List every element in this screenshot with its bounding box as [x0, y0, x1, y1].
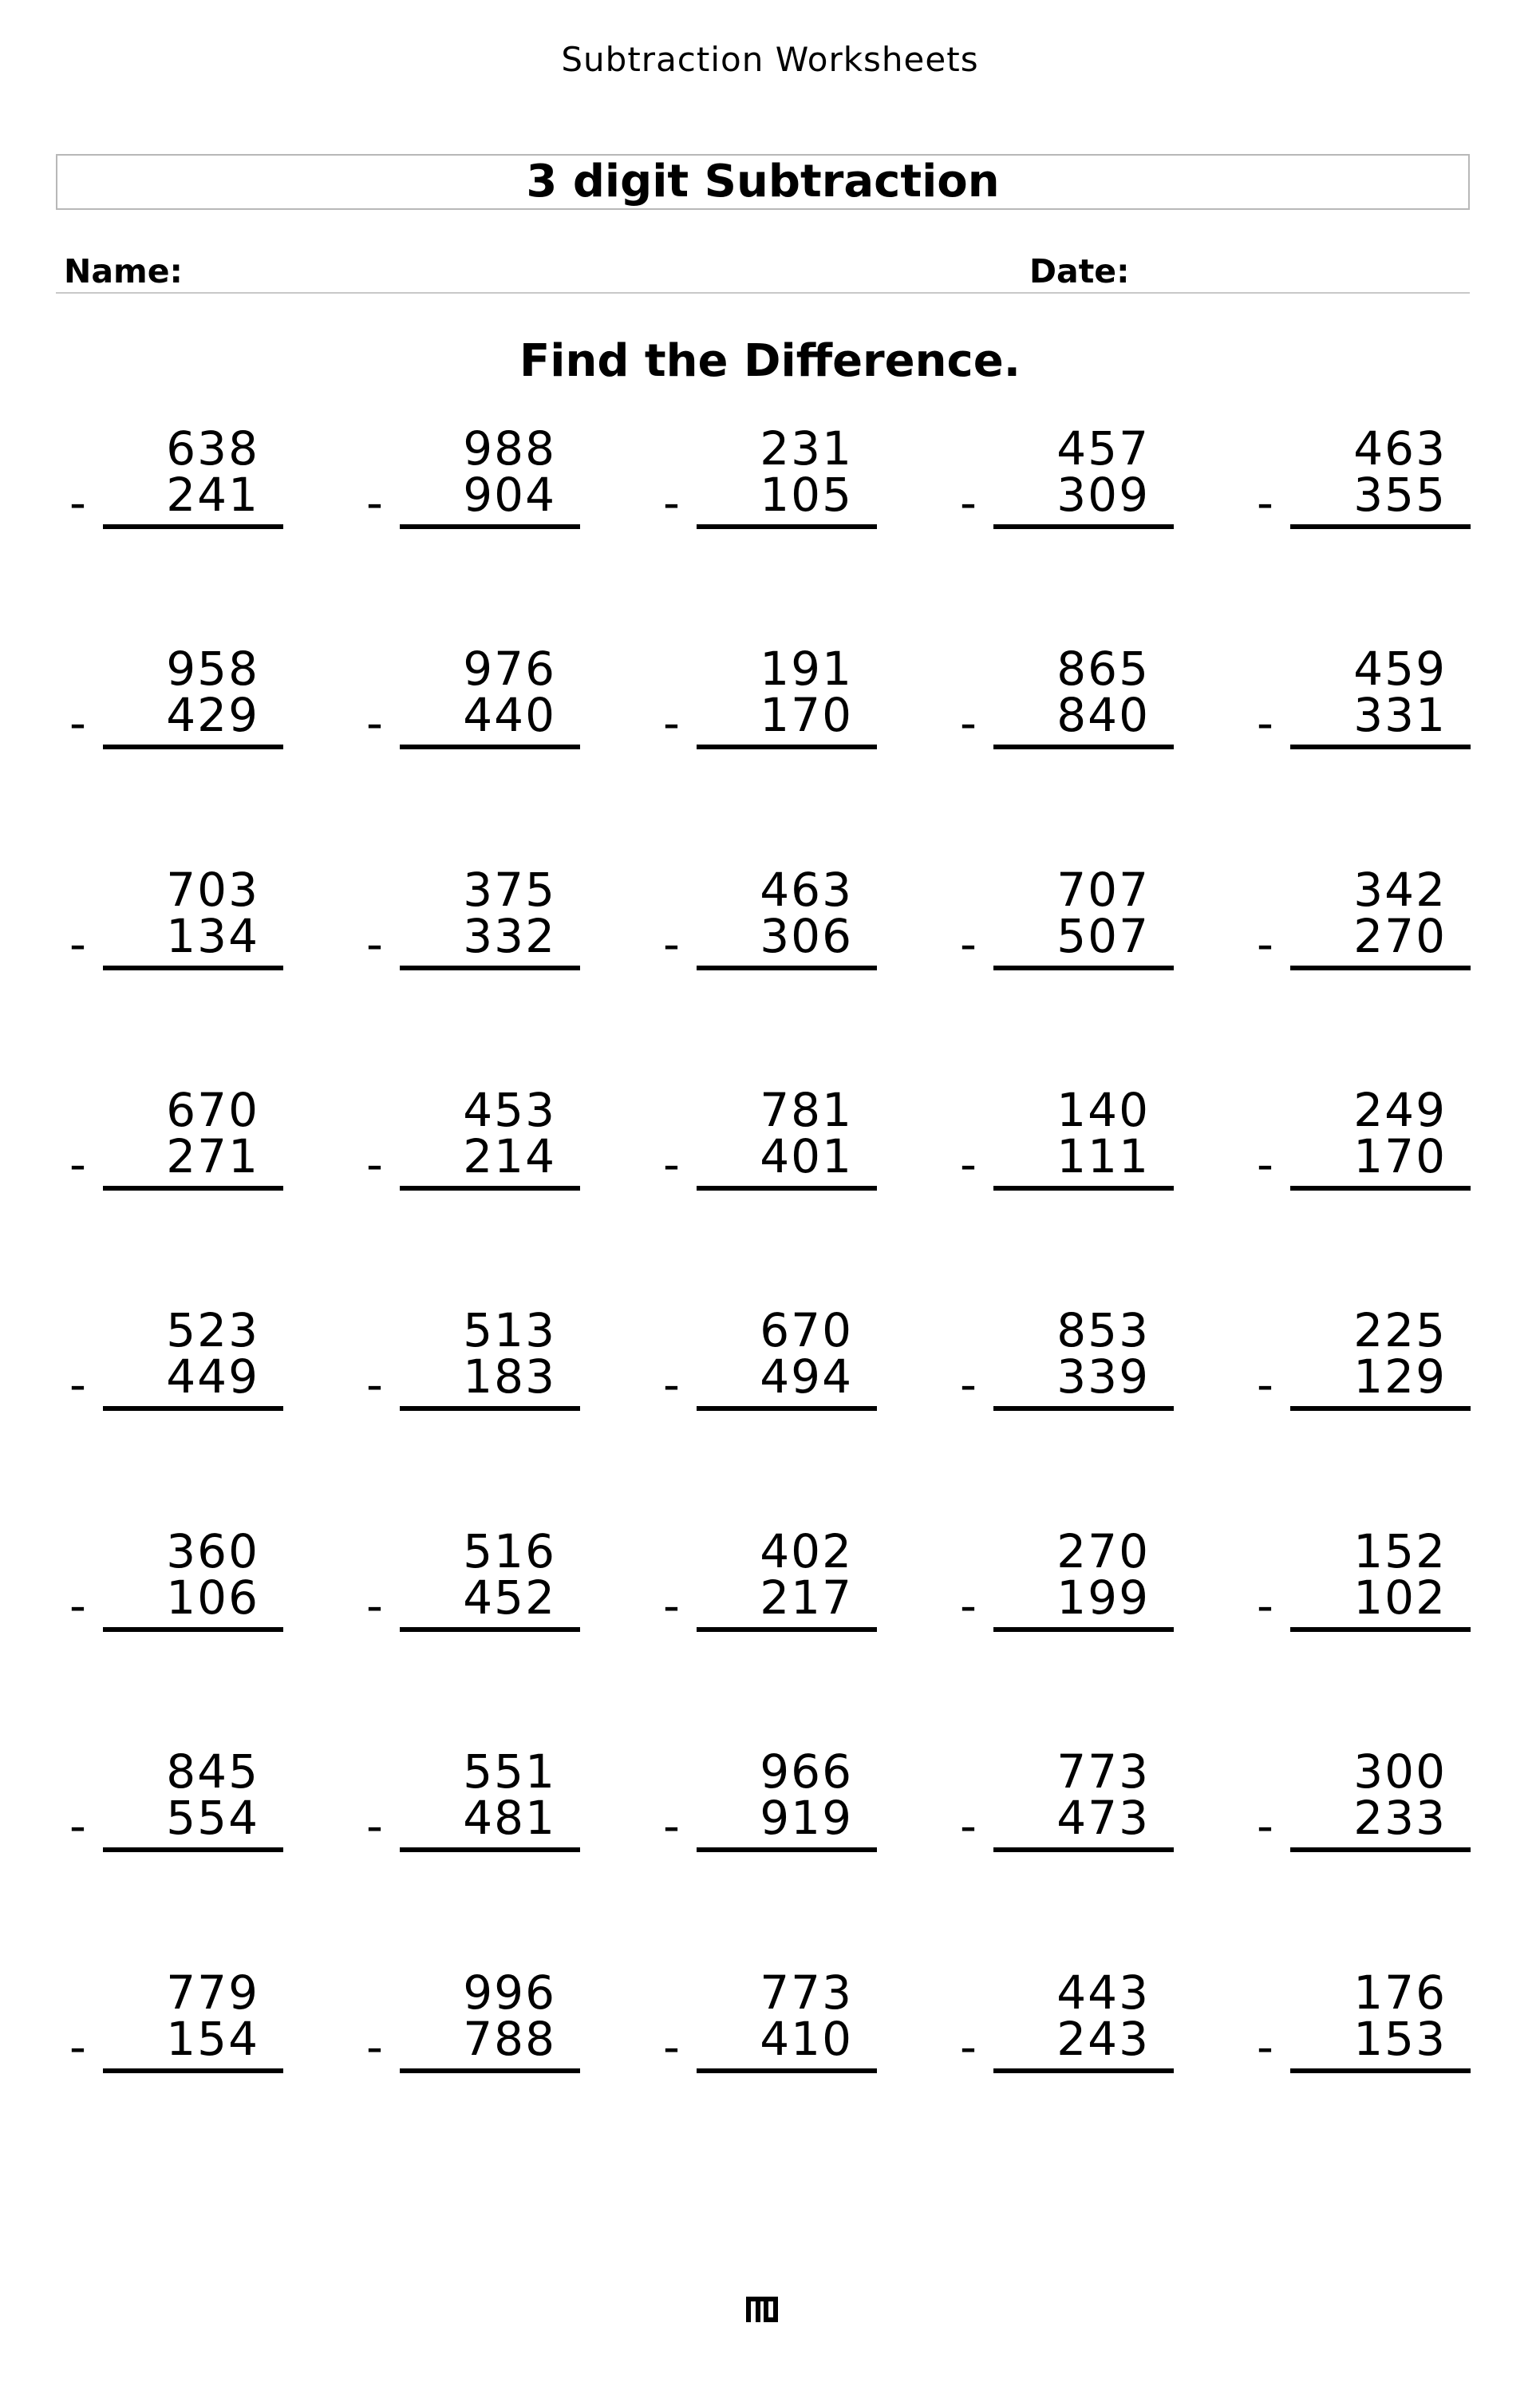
answer-line: [400, 966, 580, 970]
subtraction-problem: [1247, 1524, 1487, 1655]
subtraction-problem: [60, 1965, 299, 2096]
minus-sign: -: [960, 917, 977, 971]
subtrahend: 840: [1056, 688, 1150, 742]
subtrahend: 129: [1353, 1349, 1447, 1404]
subtraction-problem: [357, 642, 596, 772]
minus-sign: -: [663, 1137, 680, 1191]
subtrahend: 243: [1056, 2012, 1150, 2066]
brand-logo-icon: [744, 2292, 780, 2325]
subtrahend: 270: [1353, 909, 1447, 963]
answer-line: [1290, 1186, 1471, 1191]
subtraction-problem: [654, 863, 893, 994]
answer-line: [400, 745, 580, 749]
subtrahend: 410: [760, 2012, 853, 2066]
date-label: Date:: [1029, 252, 1130, 290]
minuend: 853: [1056, 1303, 1150, 1357]
subtraction-problem: [60, 863, 299, 994]
minus-sign: -: [69, 917, 86, 971]
subtrahend: 429: [166, 688, 259, 742]
subtrahend: 214: [463, 1129, 556, 1183]
answer-line: [1290, 966, 1471, 970]
minuend: 375: [463, 863, 556, 917]
subtrahend: 102: [1353, 1570, 1447, 1625]
subtraction-problem: [60, 1303, 299, 1434]
subtrahend: 355: [1353, 468, 1447, 522]
answer-line: [1290, 1847, 1471, 1852]
minuend: 773: [1056, 1744, 1150, 1799]
answer-line: [1290, 1406, 1471, 1411]
answer-line: [1290, 1627, 1471, 1632]
answer-line: [697, 1406, 877, 1411]
subtraction-problem: [357, 1744, 596, 1875]
answer-line: [103, 1186, 283, 1191]
minus-sign: -: [1257, 1137, 1273, 1191]
answer-line: [697, 966, 877, 970]
minus-sign: -: [69, 1357, 86, 1412]
subtrahend: 183: [463, 1349, 556, 1404]
subtraction-problem: [357, 1965, 596, 2096]
minuend: 845: [166, 1744, 259, 1799]
subtraction-problem: [357, 1083, 596, 1214]
minus-sign: -: [69, 2020, 86, 2074]
answer-line: [103, 1847, 283, 1852]
answer-line: [103, 1406, 283, 1411]
answer-line: [103, 1627, 283, 1632]
minus-sign: -: [1257, 1799, 1273, 1853]
minuend: 707: [1056, 863, 1150, 917]
minuend: 988: [463, 421, 556, 476]
subtrahend: 309: [1056, 468, 1150, 522]
subtrahend: 241: [166, 468, 259, 522]
subtrahend: 401: [760, 1129, 853, 1183]
subtraction-problem: [357, 1524, 596, 1655]
subtraction-problem: [950, 1303, 1190, 1434]
answer-line: [993, 2068, 1174, 2073]
subtraction-problem: [60, 1083, 299, 1214]
subtrahend: 154: [166, 2012, 259, 2066]
subtraction-problem: [654, 421, 893, 552]
subtraction-problem: [1247, 863, 1487, 994]
minus-sign: -: [366, 696, 383, 750]
minus-sign: -: [1257, 1357, 1273, 1412]
minus-sign: -: [366, 476, 383, 530]
answer-line: [697, 1186, 877, 1191]
minus-sign: -: [663, 696, 680, 750]
subtrahend: 271: [166, 1129, 259, 1183]
minus-sign: -: [960, 1137, 977, 1191]
minuend: 463: [1353, 421, 1447, 476]
subtrahend: 105: [760, 468, 853, 522]
minuend: 463: [760, 863, 853, 917]
minus-sign: -: [960, 1357, 977, 1412]
subtrahend: 452: [463, 1570, 556, 1625]
subtrahend: 170: [1353, 1129, 1447, 1183]
subtraction-problem: [60, 421, 299, 552]
answer-line: [697, 745, 877, 749]
minuend: 140: [1056, 1083, 1150, 1137]
subtraction-problem: [654, 1524, 893, 1655]
subtrahend: 199: [1056, 1570, 1150, 1625]
minuend: 300: [1353, 1744, 1447, 1799]
minus-sign: -: [1257, 2020, 1273, 2074]
site-header-title: Subtraction Worksheets: [561, 40, 979, 79]
subtrahend: 134: [166, 909, 259, 963]
minus-sign: -: [663, 1357, 680, 1412]
minuend: 443: [1056, 1965, 1150, 2020]
minuend: 457: [1056, 421, 1150, 476]
subtrahend: 473: [1056, 1791, 1150, 1845]
subtraction-problem: [950, 1524, 1190, 1655]
minus-sign: -: [1257, 476, 1273, 530]
minus-sign: -: [663, 1799, 680, 1853]
answer-line: [400, 1406, 580, 1411]
subtraction-problem: [1247, 421, 1487, 552]
answer-line: [993, 1847, 1174, 1852]
minuend: 516: [463, 1524, 556, 1578]
subtraction-problem: [1247, 1303, 1487, 1434]
answer-line: [400, 524, 580, 529]
answer-line: [697, 1627, 877, 1632]
subtrahend: 554: [166, 1791, 259, 1845]
subtraction-problem: [950, 1083, 1190, 1214]
minus-sign: -: [663, 917, 680, 971]
minus-sign: -: [960, 696, 977, 750]
subtraction-problem: [950, 1744, 1190, 1875]
subtrahend: 106: [166, 1570, 259, 1625]
minus-sign: -: [960, 2020, 977, 2074]
subtrahend: 306: [760, 909, 853, 963]
minus-sign: -: [663, 476, 680, 530]
minuend: 152: [1353, 1524, 1447, 1578]
minuend: 996: [463, 1965, 556, 2020]
minus-sign: -: [366, 1799, 383, 1853]
subtraction-problem: [654, 642, 893, 772]
subtrahend: 494: [760, 1349, 853, 1404]
answer-line: [103, 2068, 283, 2073]
subtraction-problem: [654, 1965, 893, 2096]
minuend: 402: [760, 1524, 853, 1578]
minus-sign: -: [366, 1357, 383, 1412]
instruction-text: Find the Difference.: [519, 335, 1021, 387]
name-label: Name:: [64, 252, 183, 290]
subtraction-problem: [1247, 1083, 1487, 1214]
subtrahend: 170: [760, 688, 853, 742]
subtraction-problem: [1247, 1965, 1487, 2096]
answer-line: [400, 1627, 580, 1632]
minus-sign: -: [69, 1799, 86, 1853]
minuend: 670: [166, 1083, 259, 1137]
answer-line: [103, 966, 283, 970]
minus-sign: -: [1257, 917, 1273, 971]
subtrahend: 331: [1353, 688, 1447, 742]
answer-line: [1290, 2068, 1471, 2073]
minus-sign: -: [663, 2020, 680, 2074]
answer-line: [103, 524, 283, 529]
minuend: 176: [1353, 1965, 1447, 2020]
minus-sign: -: [69, 476, 86, 530]
subtraction-problem: [60, 1524, 299, 1655]
subtrahend: 507: [1056, 909, 1150, 963]
minus-sign: -: [366, 2020, 383, 2074]
minuend: 551: [463, 1744, 556, 1799]
minuend: 459: [1353, 642, 1447, 696]
minus-sign: -: [69, 1578, 86, 1633]
minuend: 966: [760, 1744, 853, 1799]
minuend: 976: [463, 642, 556, 696]
subtrahend: 153: [1353, 2012, 1447, 2066]
minuend: 342: [1353, 863, 1447, 917]
worksheet-title: 3 digit Subtraction: [56, 154, 1470, 210]
subtrahend: 481: [463, 1791, 556, 1845]
subtraction-problem: [950, 1965, 1190, 2096]
minuend: 360: [166, 1524, 259, 1578]
subtrahend: 904: [463, 468, 556, 522]
minuend: 270: [1056, 1524, 1150, 1578]
subtraction-problem: [950, 421, 1190, 552]
minuend: 523: [166, 1303, 259, 1357]
answer-line: [697, 2068, 877, 2073]
answer-line: [103, 745, 283, 749]
minus-sign: -: [69, 696, 86, 750]
subtrahend: 111: [1056, 1129, 1150, 1183]
subtraction-problem: [60, 642, 299, 772]
answer-line: [697, 1847, 877, 1852]
minus-sign: -: [366, 917, 383, 971]
minuend: 779: [166, 1965, 259, 2020]
minus-sign: -: [663, 1578, 680, 1633]
subtrahend: 449: [166, 1349, 259, 1404]
subtraction-problem: [950, 642, 1190, 772]
minuend: 781: [760, 1083, 853, 1137]
answer-line: [697, 524, 877, 529]
subtrahend: 332: [463, 909, 556, 963]
answer-line: [400, 2068, 580, 2073]
minuend: 958: [166, 642, 259, 696]
minuend: 865: [1056, 642, 1150, 696]
minus-sign: -: [366, 1137, 383, 1191]
subtrahend: 339: [1056, 1349, 1150, 1404]
minuend: 249: [1353, 1083, 1447, 1137]
minuend: 191: [760, 642, 853, 696]
minuend: 231: [760, 421, 853, 476]
minuend: 773: [760, 1965, 853, 2020]
subtrahend: 788: [463, 2012, 556, 2066]
subtrahend: 233: [1353, 1791, 1447, 1845]
answer-line: [1290, 524, 1471, 529]
answer-line: [400, 1847, 580, 1852]
minus-sign: -: [960, 476, 977, 530]
answer-line: [1290, 745, 1471, 749]
minuend: 703: [166, 863, 259, 917]
minus-sign: -: [1257, 1578, 1273, 1633]
minus-sign: -: [69, 1137, 86, 1191]
subtrahend: 919: [760, 1791, 853, 1845]
subtrahend: 217: [760, 1570, 853, 1625]
answer-line: [993, 524, 1174, 529]
minuend: 225: [1353, 1303, 1447, 1357]
subtraction-problem: [654, 1083, 893, 1214]
subtraction-problem: [357, 1303, 596, 1434]
subtraction-problem: [60, 1744, 299, 1875]
minus-sign: -: [366, 1578, 383, 1633]
answer-line: [993, 745, 1174, 749]
minuend: 453: [463, 1083, 556, 1137]
minus-sign: -: [960, 1578, 977, 1633]
subtraction-problem: [1247, 1744, 1487, 1875]
subtraction-problem: [357, 421, 596, 552]
answer-line: [993, 1186, 1174, 1191]
answer-line: [993, 1406, 1174, 1411]
subtraction-problem: [654, 1303, 893, 1434]
answer-line: [400, 1186, 580, 1191]
minuend: 638: [166, 421, 259, 476]
subtraction-problem: [654, 1744, 893, 1875]
subtraction-problem: [950, 863, 1190, 994]
answer-line: [993, 966, 1174, 970]
minuend: 670: [760, 1303, 853, 1357]
answer-line: [993, 1627, 1174, 1632]
subtrahend: 440: [463, 688, 556, 742]
minus-sign: -: [960, 1799, 977, 1853]
minus-sign: -: [1257, 696, 1273, 750]
subtraction-problem: [1247, 642, 1487, 772]
subtraction-problem: [357, 863, 596, 994]
minuend: 513: [463, 1303, 556, 1357]
